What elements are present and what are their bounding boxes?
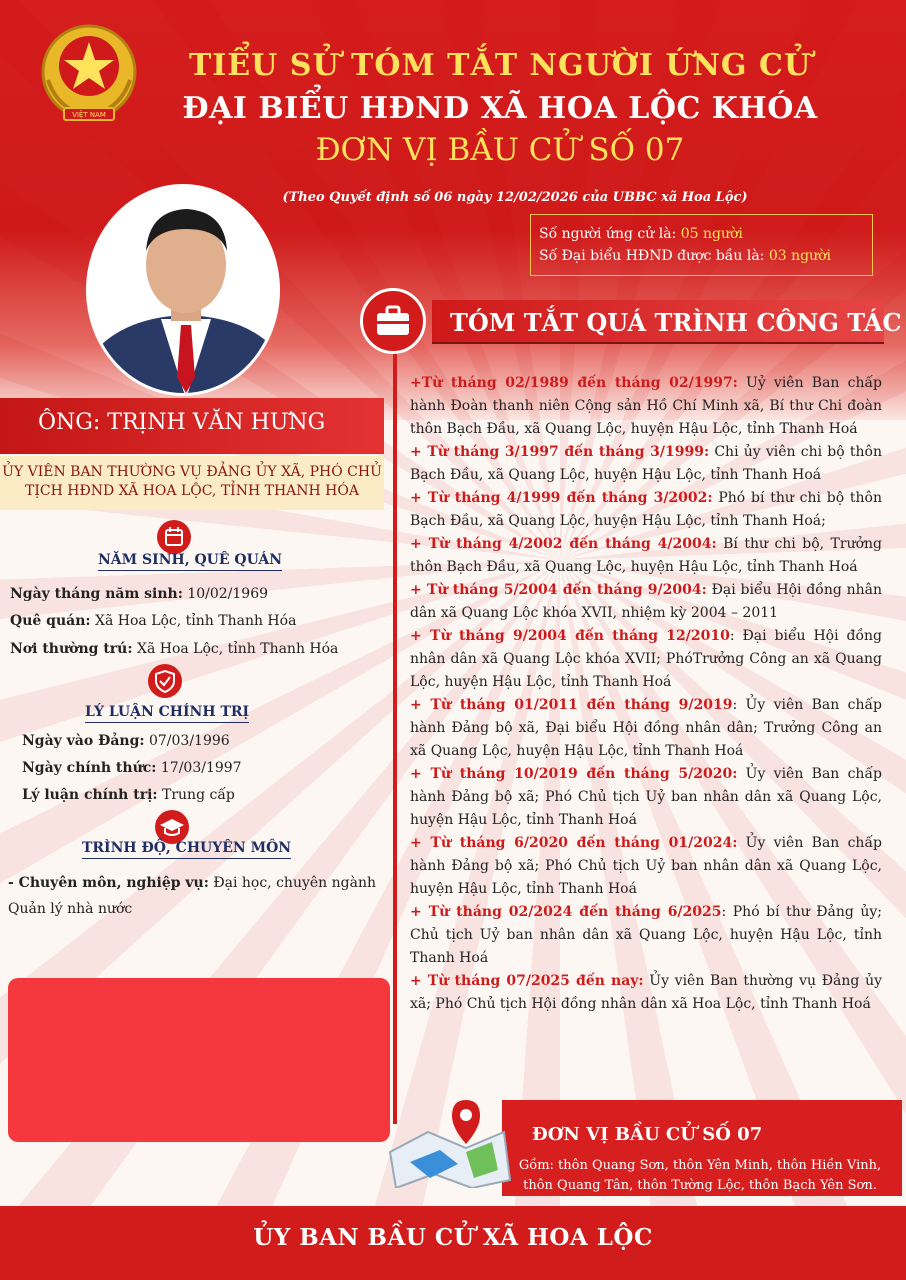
electoral-unit-description: Gồm: thôn Quang Sơn, thôn Yên Minh, thôn Hiền Vinh, thôn Quang Tân, thôn Tường Lộc, thôn Bạch Yên Sơn. — [518, 1158, 882, 1193]
name-band — [0, 398, 384, 454]
career-item: + Từ tháng 02/2024 đến tháng 6/2025: Phó bí thư Đảng ủy; Chủ tịch Uỷ ban nhân dân xã Quang Lộc, huyện Hậu Lộc, tỉnh Thanh Hoá — [410, 904, 883, 966]
red-panel — [8, 978, 390, 1142]
calendar-icon — [157, 520, 191, 554]
politics-section-title: LÝ LUẬN CHÍNH TRỊ — [85, 704, 249, 723]
career-item: + Từ tháng 01/2011 đến tháng 9/2019: Ủy viên Ban chấp hành Đảng bộ xã, Đại biểu Hội đồng nhân dân; Trưởng Công an xã Quang Lộc, huyện Hậu Lộc, tỉnh Thanh Hoá — [410, 697, 882, 759]
career-item: + Từ tháng 4/1999 đến tháng 3/2002: Phó bí thư chi bộ thôn Bạch Đầu, xã Quang Lộc, huyện Hậu Lộc, tỉnh Thanh Hoá; — [410, 490, 883, 529]
candidates-count-row: Số người ứng cử là: 05 người — [539, 226, 743, 242]
career-item: + Từ tháng 4/2002 đến tháng 4/2004: Bí thư chi bộ, Trưởng thôn Bạch Đầu, xã Quang Lộc, huyện Hậu Lộc, tỉnh Thanh Hoá — [410, 536, 882, 575]
career-item: + Từ tháng 3/1997 đến tháng 3/1999: Chi ủy viên chi bộ thôn Bạch Đầu, xã Quang Lộc, huyện Hậu Lộc, tỉnh Thanh Hoá — [410, 444, 882, 483]
career-list — [410, 372, 882, 1016]
title-line-1: TIỂU SỬ TÓM TẮT NGƯỜI ỨNG CỬ — [188, 48, 812, 83]
decision-reference: (Theo Quyết định số 06 ngày 12/02/2026 của UBBC xã Hoa Lộc) — [282, 190, 748, 205]
education-section-title: TRÌNH ĐỘ, CHUYÊN MÔN — [82, 840, 291, 859]
briefcase-icon — [360, 288, 426, 354]
candidate-position: ỦY VIÊN BAN THƯỜNG VỤ ĐẢNG ỦY XÃ, PHÓ CHỦ TỊCH HĐND XÃ HOA LỘC, TỈNH THANH HÓA — [0, 456, 384, 510]
career-title-band — [432, 300, 902, 344]
location-pin-icon — [452, 1100, 480, 1144]
candidate-name: ÔNG: TRỊNH VĂN HƯNG — [38, 410, 326, 435]
elected-count-row: Số Đại biểu HĐND được bầu là: 03 người — [539, 248, 832, 264]
graduation-cap-icon — [155, 810, 189, 844]
education-detail: - Chuyên môn, nghiệp vụ: Đại học, chuyên ngành Quản lý nhà nước — [8, 875, 376, 917]
party-official-row: Ngày chính thức: 17/03/1997 — [22, 760, 242, 776]
emblem-icon — [38, 22, 140, 126]
hometown-row: Quê quán: Xã Hoa Lộc, tỉnh Thanh Hóa — [10, 613, 297, 629]
electoral-unit-title: ĐƠN VỊ BẦU CỬ SỐ 07 — [532, 1124, 763, 1145]
career-title: TÓM TẮT QUÁ TRÌNH CÔNG TÁC — [450, 308, 902, 337]
map-icon — [380, 1092, 520, 1188]
title-line-2: ĐẠI BIỂU HĐND XÃ HOA LỘC KHÓA — [182, 91, 818, 126]
title-line-3: ĐƠN VỊ BẦU CỬ SỐ 07 — [315, 132, 685, 168]
career-item: + Từ tháng 10/2019 đến tháng 5/2020: Ủy viên Ban chấp hành Đảng bộ xã; Phó Chủ tịch Uỷ ban nhân dân xã Quang Lộc, huyện Hậu Lộc, tỉnh Thanh Hoá — [410, 766, 882, 828]
timeline-spine — [393, 324, 397, 1124]
shield-icon — [148, 664, 182, 698]
political-theory-row: Lý luận chính trị: Trung cấp — [22, 787, 235, 803]
candidate-count-box — [530, 214, 873, 276]
career-item: + Từ tháng 9/2004 đến tháng 12/2010: Đại biểu Hội đồng nhân dân xã Quang Lộc khóa XVII; PhóTrưởng Công an xã Quang Lộc, huyện Hậu Lộc, tỉnh Thanh Hoá — [410, 628, 882, 690]
footer-band — [0, 1206, 906, 1280]
career-item: +Từ tháng 02/1989 đến tháng 02/1997: Uỷ viên Ban chấp hành Đoàn thanh niên Cộng sản Hồ Chí Minh xã, Bí thư Chi đoàn thôn Bạch Đầu, xã Quang Lộc, huyện Hậu Lộc, tỉnh Thanh Hoá — [410, 375, 883, 437]
birth-section-title: NĂM SINH, QUÊ QUÁN — [98, 552, 282, 571]
footer-organization: ỦY BAN BẦU CỬ XÃ HOA LỘC — [253, 1224, 653, 1251]
career-item: + Từ tháng 6/2020 đến tháng 01/2024: Ủy viên Ban chấp hành Đảng bộ xã; Phó Chủ tịch Uỷ ban nhân dân xã Quang Lộc, huyện Hậu Lộc, tỉnh Thanh Hoá — [410, 835, 882, 897]
party-join-row: Ngày vào Đảng: 07/03/1996 — [22, 733, 230, 749]
candidate-photo — [86, 184, 280, 396]
residence-row: Nơi thường trú: Xã Hoa Lộc, tỉnh Thanh Hóa — [10, 641, 339, 657]
birth-date-row: Ngày tháng năm sinh: 10/02/1969 — [10, 586, 269, 602]
career-item: + Từ tháng 5/2004 đến tháng 9/2004: Đại biểu Hội đồng nhân dân xã Quang Lộc khóa XVII, nhiệm kỳ 2004 – 2011 — [410, 582, 883, 621]
svg-text:VIỆT NAM: VIỆT NAM — [72, 111, 106, 119]
career-item: + Từ tháng 07/2025 đến nay: Ủy viên Ban thường vụ Đảng ủy xã; Phó Chủ tịch Hội đồng nhân dân xã Hoa Lộc, tỉnh Thanh Hoá — [410, 973, 882, 1012]
